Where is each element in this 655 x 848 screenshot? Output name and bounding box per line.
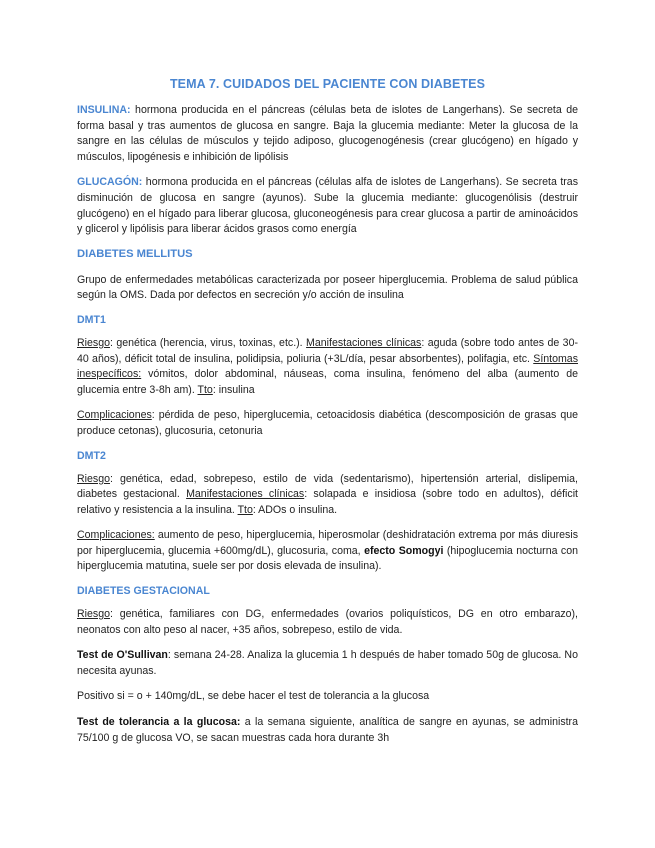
insulina-paragraph bbox=[77, 103, 578, 165]
diabetes-mellitus-paragraph: Grupo de enfermedades metabólicas caracterizada por poseer hiperglucemia. Problema de salud pública según la OMS. Dada por defectos en secreción y/o acción de insulina bbox=[77, 273, 578, 302]
osullivan-paragraph bbox=[77, 648, 578, 679]
dmt1-riesgo-paragraph bbox=[77, 336, 578, 398]
dmt2-tto-text: : ADOs o insulina. bbox=[252, 503, 338, 516]
dmt1-tto-label: Tto bbox=[197, 383, 213, 396]
dmt1-sintomas-text: vómitos, dolor abdominal, náuseas, coma insulina, fenómeno del alba (aumento de glucemia entre 3-8h am). bbox=[77, 368, 578, 396]
osullivan-text: : semana 24-28. Analiza la glucemia 1 h después de haber tomado 50g de glucosa. No necesita ayunas. bbox=[77, 649, 578, 677]
page-title: TEMA 7. CUIDADOS DEL PACIENTE CON DIABETES bbox=[169, 77, 486, 91]
dmt2-heading: DMT2 bbox=[77, 449, 106, 462]
dmt2-riesgo-paragraph bbox=[77, 472, 578, 519]
tolerancia-label: Test de tolerancia a la glucosa: bbox=[77, 716, 241, 729]
dmt1-tto-text: : insulina bbox=[212, 383, 255, 396]
dg-riesgo-paragraph bbox=[77, 607, 578, 638]
diabetes-gestacional-heading: DIABETES GESTACIONAL bbox=[77, 585, 210, 598]
dg-riesgo-text: : genética, familiares con DG, enfermedades (ovarios poliquísticos, DG en otro embarazo), neonatos con alto peso al nacer, +35 años, sobrepeso, estilo de vida. bbox=[77, 608, 578, 636]
glucagon-paragraph bbox=[77, 175, 578, 237]
dmt1-complicaciones-label: Complicaciones bbox=[77, 409, 152, 422]
dmt1-sintomas-label: Síntomas inespecíficos: bbox=[77, 352, 578, 381]
efecto-somogyi-term: efecto Somogyi bbox=[364, 544, 444, 557]
osullivan-label: Test de O'Sullivan bbox=[77, 649, 168, 662]
dmt2-manifestaciones-label: Manifestaciones clínicas bbox=[186, 488, 305, 501]
dmt2-riesgo-text: : genética, edad, sobrepeso, estilo de vida (sedentarismo), hipertensión arterial, dislipemia, diabetes gestacional. bbox=[77, 472, 578, 501]
glucagon-label: GLUCAGÓN: bbox=[77, 176, 143, 189]
dmt1-complicaciones-paragraph bbox=[77, 408, 578, 439]
insulina-text: hormona producida en el páncreas (células beta de islotes de Langerhans). Se secreta de forma basal y tras aumentos de glucosa en sangre. Baja la glucemia mediante: Meter la glucosa de la sangre en las células de músculos y tejido adiposo, glucogenogénesis (crear glucógeno) en hígado y músculos, lipogénesis e inhibición de lipólisis bbox=[77, 104, 578, 163]
tolerancia-text: a la semana siguiente, analítica de sangre en ayunas, se administra 75/100 g de glucosa VO, se sacan muestras cada hora durante 3h bbox=[77, 716, 578, 744]
dmt2-manifestaciones-text: : solapada e insidiosa (sobre todo en adultos), déficit relativo y resistencia a la insulina. bbox=[77, 488, 578, 516]
dmt2-complicaciones-text-b: (hipoglucemia nocturna con hiperglucemia matutina, suele ser por dosis elevada de insulina). bbox=[77, 544, 578, 573]
insulina-label: INSULINA: bbox=[77, 104, 131, 116]
dmt1-complicaciones-text: : pérdida de peso, hiperglucemia, cetoacidosis diabética (descomposición de grasas que produce cetonas), glucosuria, cetonuria bbox=[77, 409, 578, 437]
dg-riesgo-label: Riesgo bbox=[77, 608, 110, 621]
dmt2-tto-label: Tto bbox=[237, 503, 253, 516]
dmt2-complicaciones-text-a: aumento de peso, hiperglucemia, hiperosmolar (deshidratación extrema por más diuresis por hiperglucemia, glucemia +600mg/dL), glucosuria, coma, bbox=[77, 529, 578, 557]
dmt1-heading: DMT1 bbox=[77, 313, 106, 326]
dmt2-riesgo-label: Riesgo bbox=[77, 472, 110, 485]
dmt1-riesgo-text: : genética (herencia, virus, toxinas, etc.). bbox=[109, 336, 307, 349]
tolerancia-paragraph bbox=[77, 715, 578, 746]
dmt1-manifestaciones-text: : aguda (sobre todo antes de 30-40 años), déficit total de insulina, polidipsia, poliuria (+3L/día, pesar absorbentes), polifagia, etc. bbox=[77, 336, 578, 365]
dmt2-complicaciones-paragraph bbox=[77, 528, 578, 575]
positivo-paragraph: Positivo si = o + 140mg/dL, se debe hacer el test de tolerancia a la glucosa bbox=[77, 690, 430, 703]
dmt1-riesgo-label: Riesgo bbox=[77, 336, 110, 349]
dmt1-manifestaciones-label: Manifestaciones clínicas bbox=[306, 336, 422, 349]
dmt2-complicaciones-label: Complicaciones: bbox=[77, 529, 155, 542]
diabetes-mellitus-heading: DIABETES MELLITUS bbox=[77, 247, 193, 260]
glucagon-text: hormona producida en el páncreas (células alfa de islotes de Langerhans). Se secreta tras disminución de glucosa en sangre (ayunos). Sube la glucemia mediante: glucogenólisis (destruir glucógeno) en el hígado para liberar glucosa, gluconeogénesis para crear glucosa a partir de aminoácidos y glicerol y lipólisis para liberar ácidos grasos como energía bbox=[77, 176, 578, 236]
